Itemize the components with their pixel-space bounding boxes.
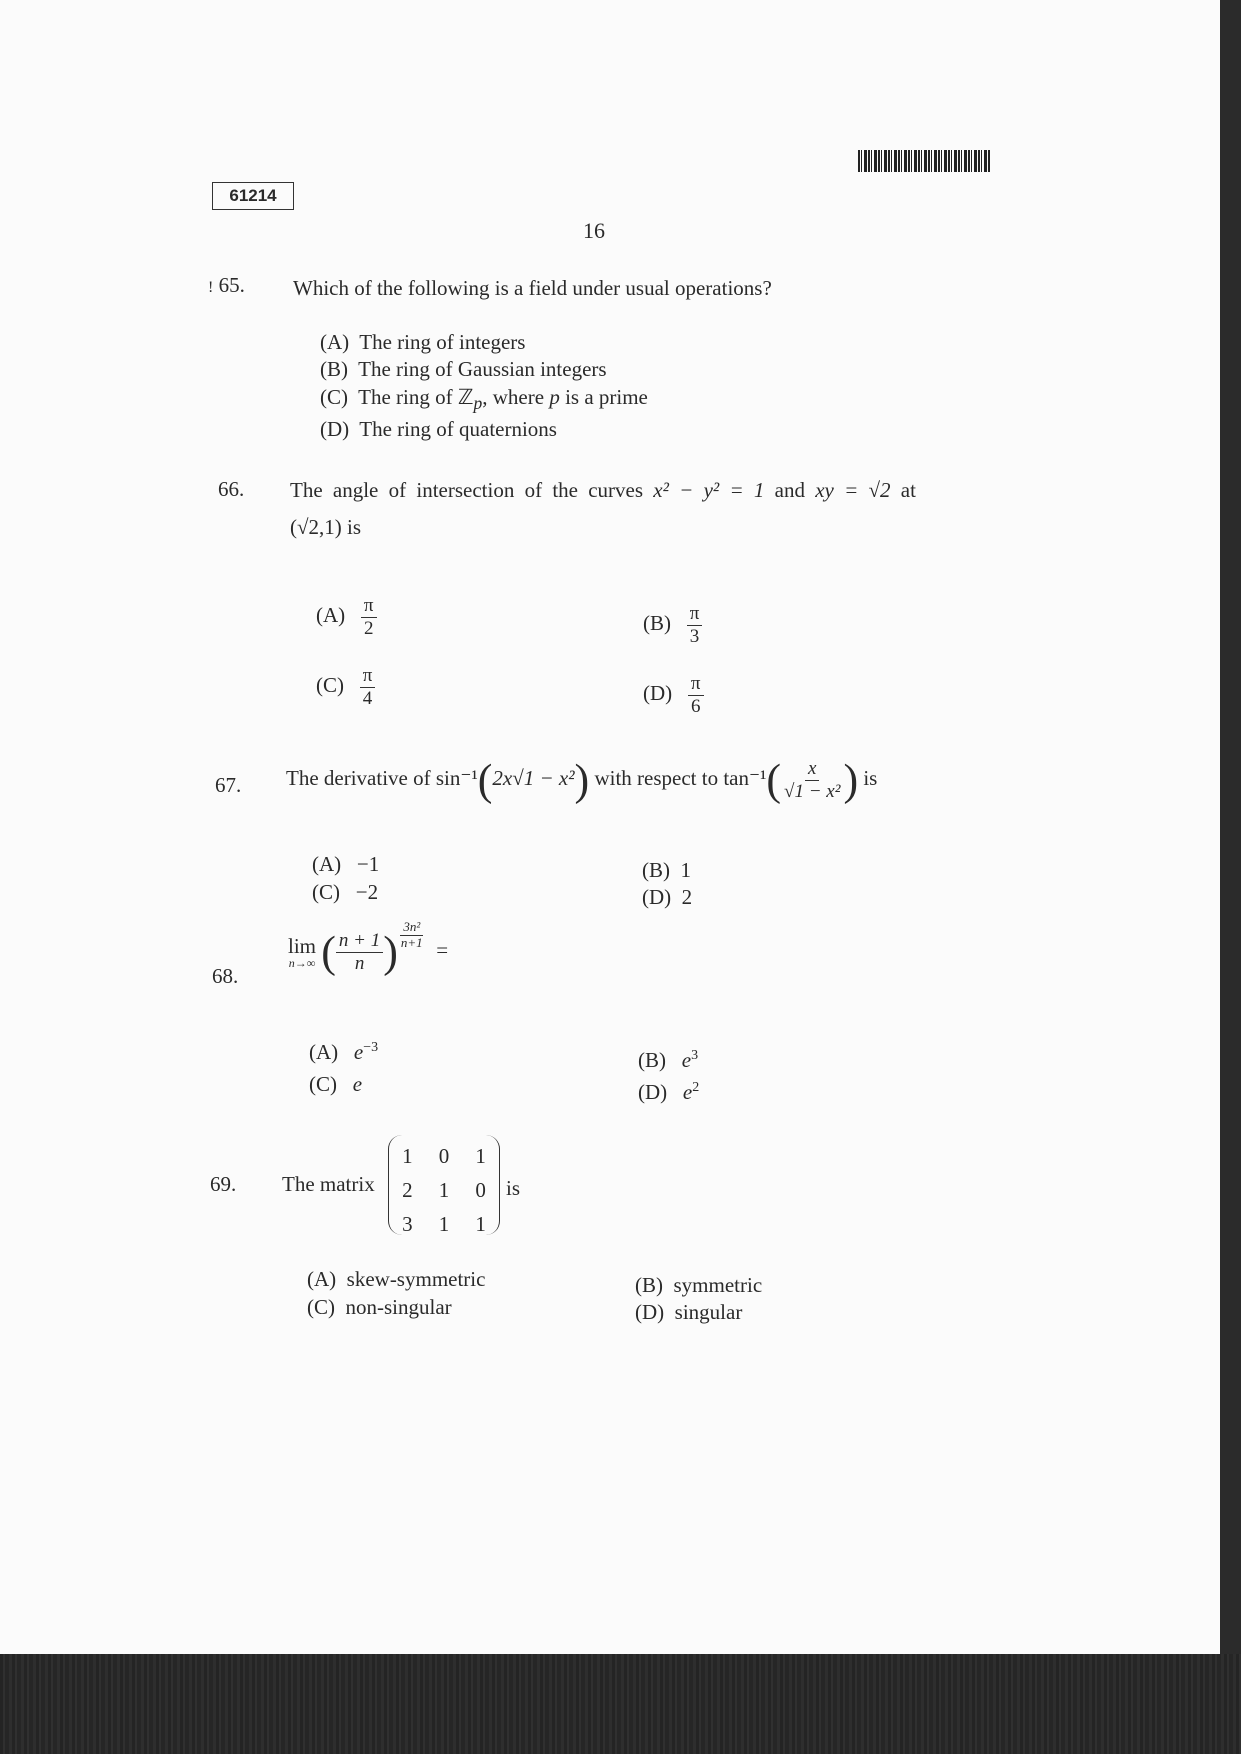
question-text: lim n→∞ ( $\frac{n + 1}{n}$ ) $\frac{\text{3n²}}{n+1}$ = xyxy=(288,919,449,977)
fraction: $\frac{\pi}{6}$ xyxy=(688,673,704,718)
fraction: $\frac{\pi}{3}$ xyxy=(687,603,703,648)
option: (D) $e^2$ xyxy=(638,1080,700,1104)
question-text: The angle of intersection of the curves x² − y² = 1 and xy = √2 at xyxy=(290,478,916,502)
option: (C) The ring of ℤ$_p$, where p is a prime xyxy=(320,385,648,414)
limit: lim n→∞ xyxy=(288,933,317,970)
fraction: $\frac{\pi}{4}$ xyxy=(360,665,376,710)
option: (C) non-singular xyxy=(307,1295,452,1319)
question-text-cont: (√2,1) is xyxy=(290,515,362,539)
question-number: 67. xyxy=(215,773,242,797)
option: (C) −2 xyxy=(312,880,379,904)
option: (C) $\frac{\pi}{4}$ xyxy=(316,665,375,710)
question-text-end: is xyxy=(506,1176,521,1200)
question-number: 69. xyxy=(210,1172,237,1196)
option: (B) $e^3$ xyxy=(638,1048,699,1072)
option: (D) $\frac{\pi}{6}$ xyxy=(643,673,704,718)
question-number: 68. xyxy=(212,964,239,988)
option: (A) skew-symmetric xyxy=(307,1267,486,1291)
fraction: $\frac{\pi}{2}$ xyxy=(361,595,377,640)
option: (D) singular xyxy=(635,1300,743,1324)
margin-mark: ! xyxy=(208,279,214,296)
question-text: The matrix xyxy=(282,1172,375,1196)
barcode xyxy=(858,150,990,172)
fraction: $\frac{n + 1}{n}$ xyxy=(336,930,383,975)
page-number: 16 xyxy=(583,218,605,243)
option: (D) 2 xyxy=(642,885,693,909)
scanner-edge xyxy=(0,1654,1241,1754)
option: (B) $\frac{\pi}{3}$ xyxy=(643,603,702,648)
option: (C) e xyxy=(309,1072,363,1096)
exponent: $\frac{\text{3n²}}{n+1}$ xyxy=(400,919,423,950)
question-number: 66. xyxy=(218,477,245,501)
option: (A) $\frac{\pi}{2}$ xyxy=(316,595,377,640)
option: (B) 1 xyxy=(642,858,691,882)
question-number: ! 65. xyxy=(208,273,245,297)
option: (B) symmetric xyxy=(635,1273,763,1297)
option: (A) $e^{-3}$ xyxy=(309,1040,379,1064)
option: (A) The ring of integers xyxy=(320,330,526,354)
matrix: 1 0 1 2 1 0 3 1 1 xyxy=(388,1135,500,1235)
paper-code-box: 61214 xyxy=(212,182,294,210)
question-text: Which of the following is a field under usual operations? xyxy=(293,276,772,300)
fraction: $\frac{x}{\text{√1 − x²}}$ xyxy=(784,758,841,802)
option: (A) −1 xyxy=(312,852,380,876)
option: (D) The ring of quaternions xyxy=(320,417,557,441)
question-text: The derivative of sin⁻¹(2x√1 − x²) with respect to tan⁻¹( $\frac{x}{\text{√1 − x²}}$ ) is xyxy=(286,755,878,805)
option: (B) The ring of Gaussian integers xyxy=(320,357,607,381)
